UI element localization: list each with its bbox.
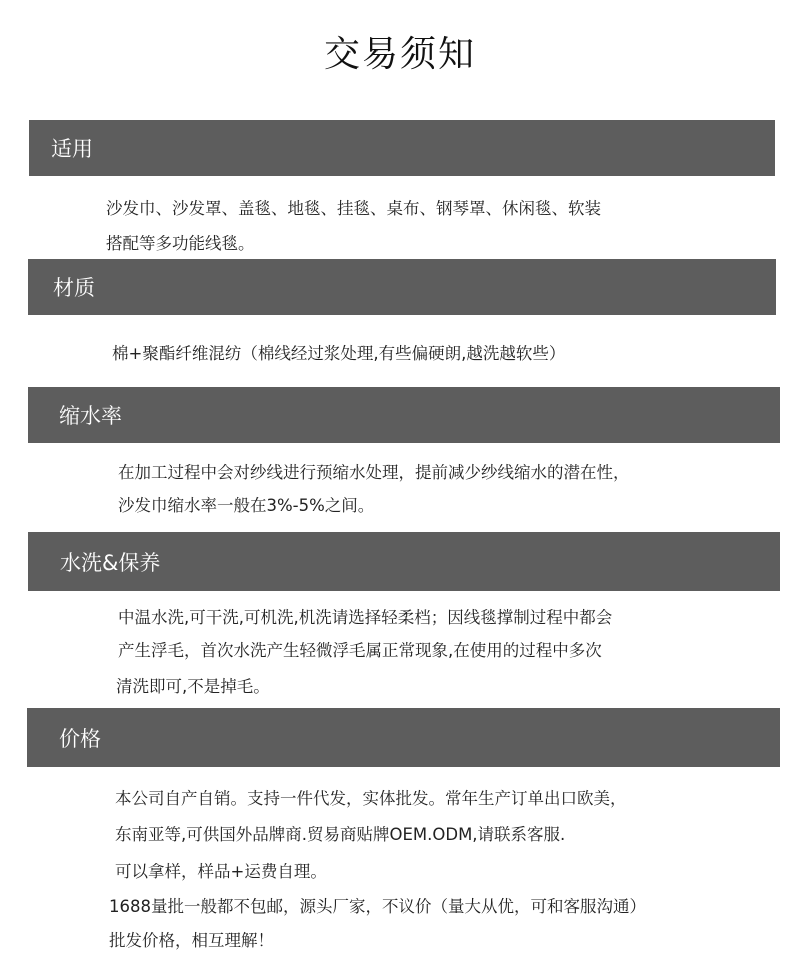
section-heading: 材质 (53, 276, 95, 300)
section-header-washing-care (28, 532, 780, 591)
body-line: 搭配等多功能线毯。 (106, 234, 255, 253)
section-header-price (27, 708, 780, 767)
body-line: 在加工过程中会对纱线进行预缩水处理，提前减少纱线缩水的潜在性， (118, 463, 630, 482)
section-heading: 水洗&保养 (60, 550, 161, 575)
page-title: 交易须知 (323, 34, 476, 75)
section-header-usage (29, 120, 775, 176)
section-heading: 价格 (59, 726, 101, 751)
body-line: 可以拿样，样品+运费自理。 (115, 862, 327, 881)
section-header-material (28, 259, 776, 315)
body-line: 本公司自产自销。支持一件代发，实体批发。常年生产订单出口欧美， (115, 789, 627, 808)
body-line: 产生浮毛，首次水洗产生轻微浮毛属正常现象,在使用的过程中多次 (118, 641, 602, 660)
body-line: 沙发巾缩水率一般在3%-5%之间。 (118, 496, 375, 515)
body-line: 东南亚等,可供国外品牌商.贸易商贴牌OEM.ODM,请联系客服. (115, 825, 566, 844)
body-line: 1688量批一般都不包邮，源头厂家，不议价（量大从优，可和客服沟通） (109, 897, 646, 916)
body-line: 棉+聚酯纤维混纺（棉线经过浆处理,有些偏硬朗,越洗越软些） (112, 344, 566, 363)
body-line: 中温水洗,可干洗,可机洗,机洗请选择轻柔档；因线毯撑制过程中都会 (118, 608, 613, 627)
body-line: 清洗即可,不是掉毛。 (116, 677, 270, 696)
body-line: 批发价格，相互理解！ (109, 931, 274, 950)
section-header-shrinkage (28, 387, 780, 443)
section-heading: 缩水率 (59, 404, 122, 428)
body-line: 沙发巾、沙发罩、盖毯、地毯、挂毯、桌布、钢琴罩、休闲毯、软装 (106, 199, 601, 218)
section-heading: 适用 (51, 137, 93, 161)
